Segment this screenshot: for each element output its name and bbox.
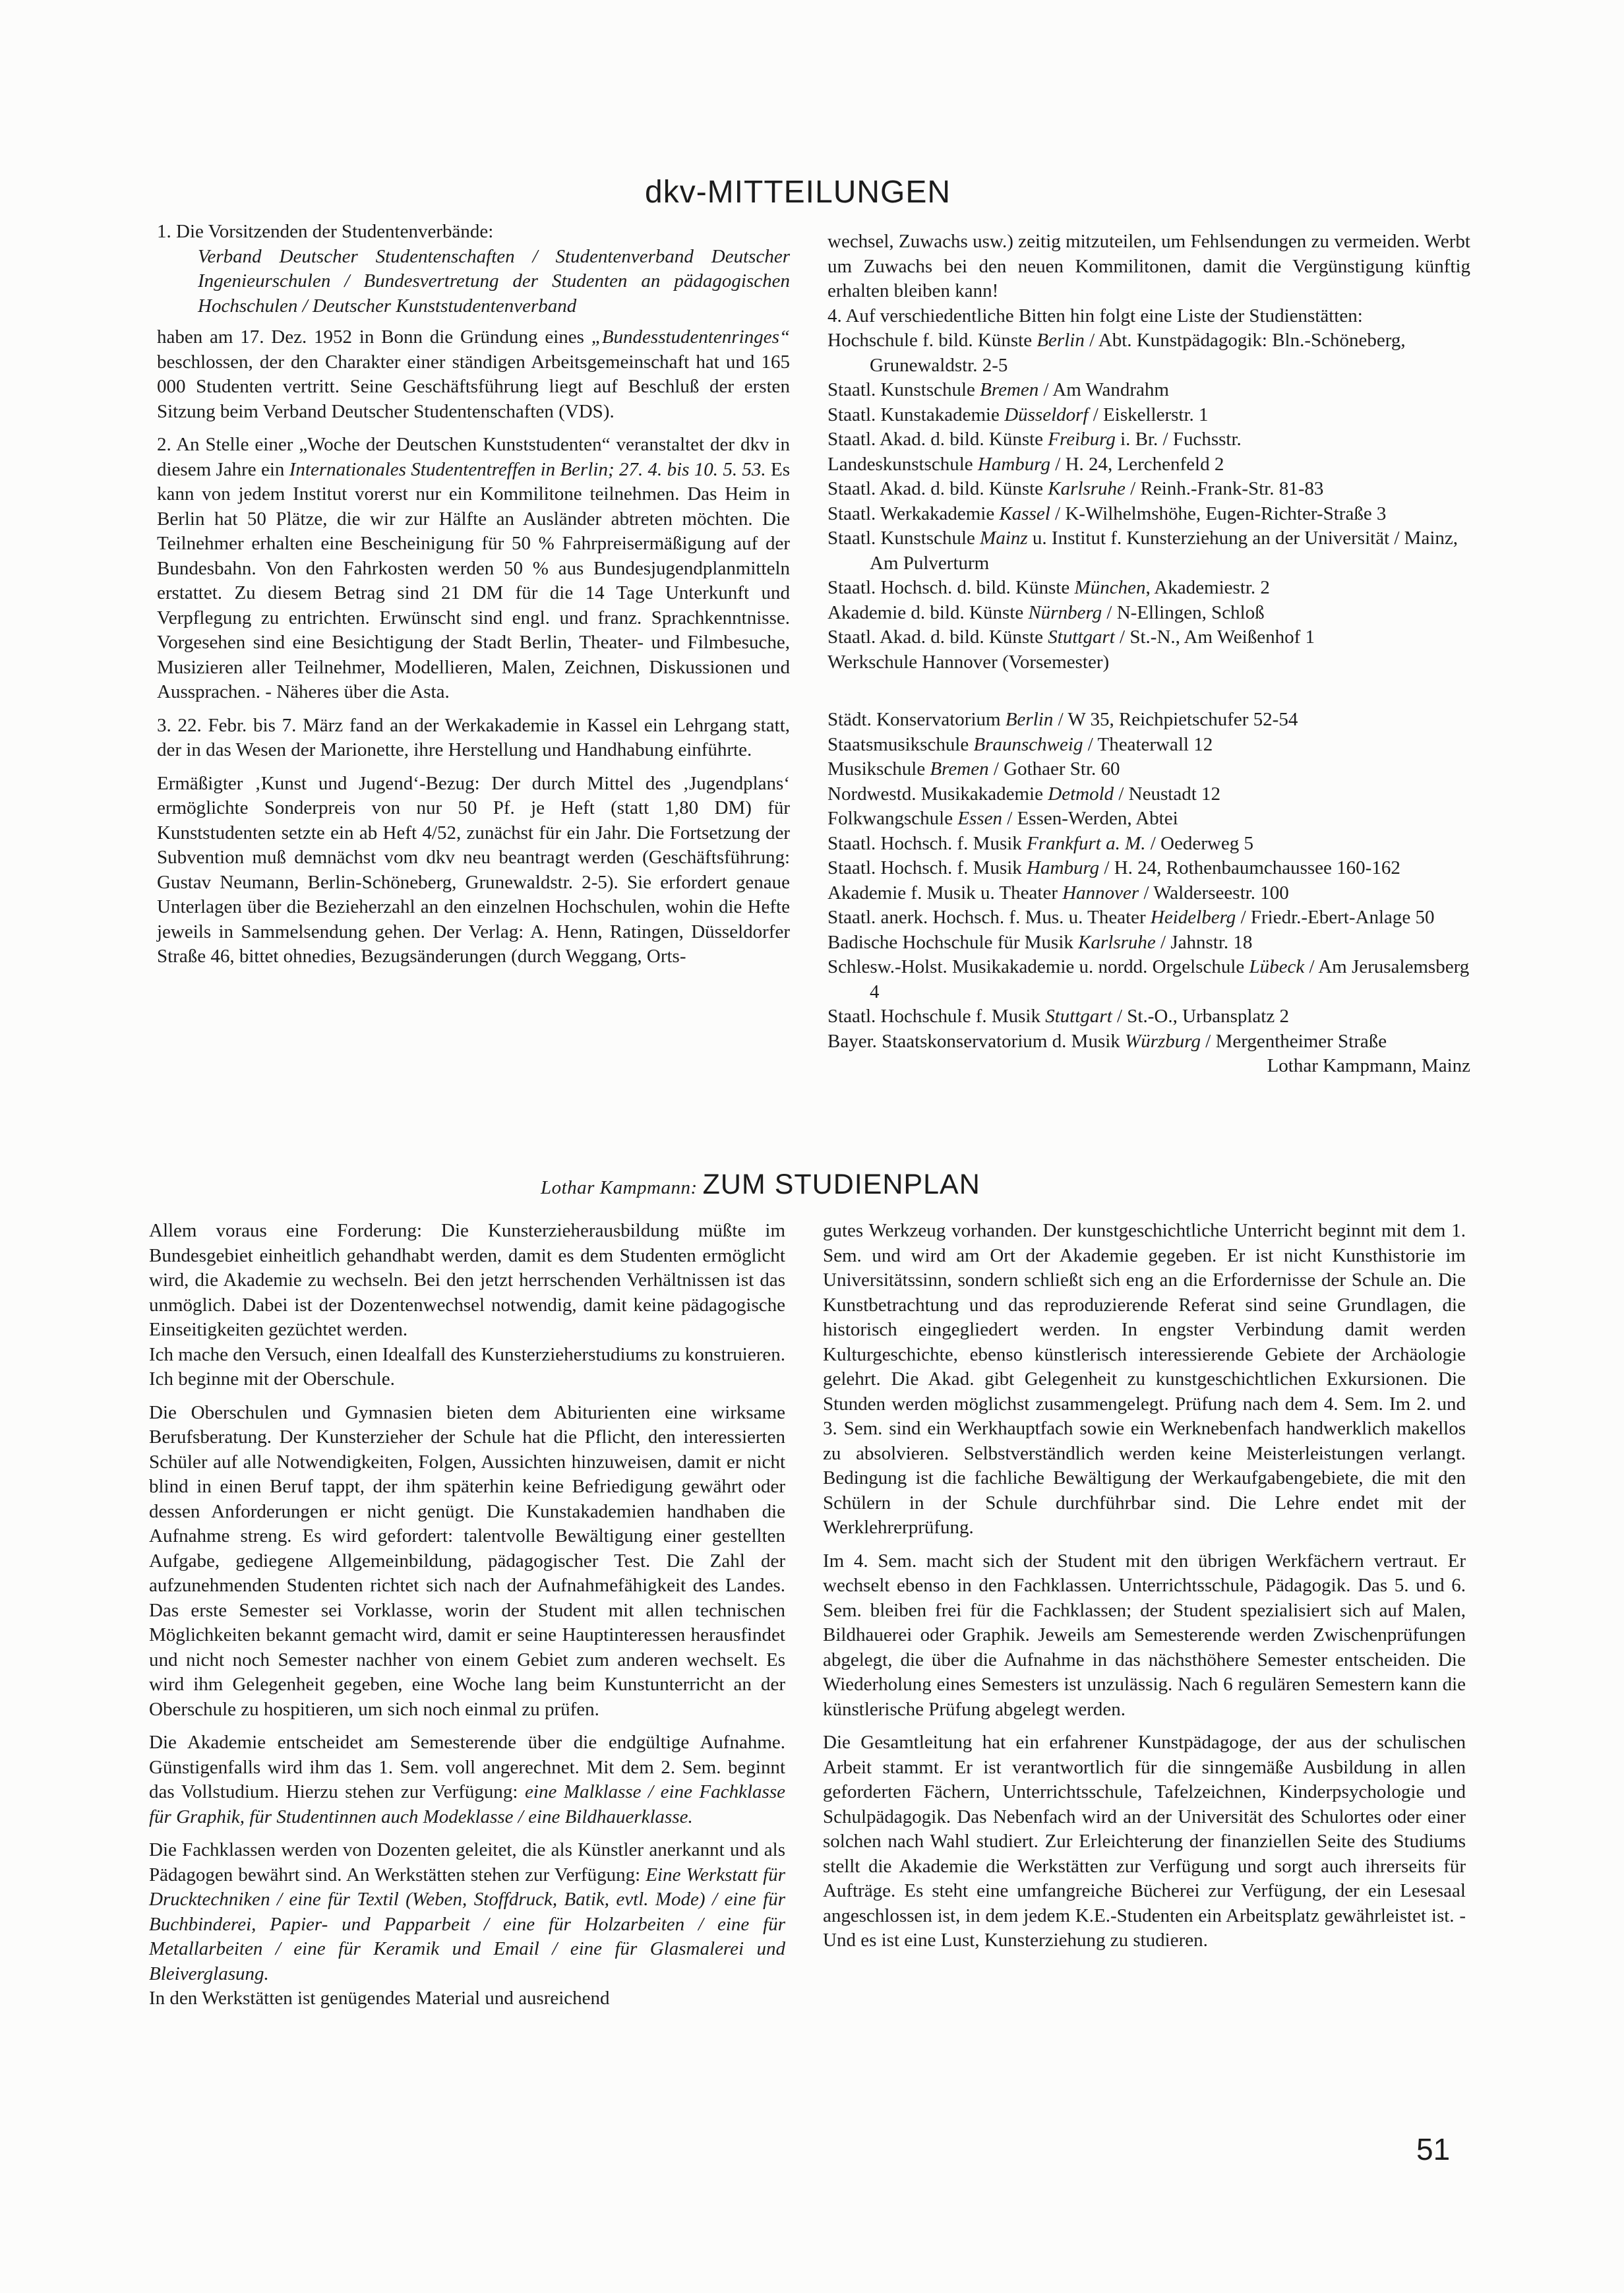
- list-item: Städt. Konservatorium Berlin / W 35, Reichpietschufer 52-54: [827, 709, 1298, 730]
- list-item: Staatsmusikschule Braunschweig / Theaterwall 12: [827, 733, 1213, 755]
- section1-title: dkv-MITTEILUNGEN: [645, 175, 951, 210]
- s2-right-p1: gutes Werkzeug vorhanden. Der kunstgeschichtliche Unterricht beginnt mit dem 1. Sem. und wird am Ort der Akademie gegeben. Er ist nicht Kunsthistorie im Universitätssinn, sondern schließt sich eng an die Erfordernisse der Schule an. Die Kunstbetrachtung und das reproduzierende Referat sind seine Grundlagen, die historisch eingegliedert werden. In engster Verbindung damit werden Kulturgeschichte, ebenso künstlerisch interessierende Gebiete der Archäologie gelehrt. Die Akad. gibt Gelegenheit zu kunstgeschichtlichen Exkursionen. Die Stunden werden möglichst zusammengelegt. Prüfung nach dem 4. Sem. Im 2. und 3. Sem. sind ein Werkhauptfach sowie ein Werknebenfach handwerklich makellos zu absolvieren. Selbstverständlich werden keine Meisterleistungen verlangt. Bedingung ist die fachliche Bewältigung der Werkaufgabengebiete, die mit den Schülern in der Schule durchführbar sind. Die Lehre endet mit der Werklehrerprüfung.: [823, 1220, 1466, 1538]
- list-item: Staatl. Kunstschule Bremen / Am Wandrahm: [827, 379, 1169, 400]
- signature: Lothar Kampmann, Mainz: [1267, 1055, 1470, 1076]
- s1-p2-body: 2. An Stelle einer „Woche der Deutschen Kunststudenten“ veranstaltet der dkv in diesem Jahre ein Internationales Studententreffen in Berlin; 27. 4. bis 10. 5. 53. Es kann von jedem Institut vorerst nur ein Kommilitone teilnehmen. Das Heim in Berlin hat 50 Plätze, die wir zur Hälfte an Ausländer abtreten möchten. Die Teilnehmer erhalten eine Bescheinigung für 50 % Fahrpreisermäßigung auf der Bundesbahn. Von den Fahrkosten werden 50 % aus Bundesjugendplanmitteln erstattet. Zu diesem Betrag sind 21 DM für die 14 Tage Unterkunft und Verpflegung zu entrichten. Erwünscht sind engl. und franz. Sprachkenntnisse. Vorgesehen sind eine Besichtigung der Stadt Berlin, Theater- und Filmbesuche, Musizieren aller Teilnehmer, Modellieren, Malen, Zeichnen, Diskussionen und Aussprachen. - Näheres über die Asta.: [157, 434, 790, 702]
- list-item: Nordwestd. Musikakademie Detmold / Neustadt 12: [827, 783, 1221, 805]
- list-item: Staatl. Akad. d. bild. Künste Freiburg i. Br. / Fuchsstr.: [827, 429, 1242, 450]
- list-item: Musikschule Bremen / Gothaer Str. 60: [827, 758, 1120, 780]
- section1-right-column: [827, 229, 1470, 1079]
- s2-p2: Ich mache den Versuch, einen Idealfall des Kunsterzieherstudiums zu konstruieren. Ich beginne mit der Oberschule.: [149, 1343, 785, 1390]
- list-item: Bayer. Staatskonservatorium d. Musik Würzburg / Mergentheimer Straße: [827, 1030, 1387, 1052]
- list-item: Werkschule Hannover (Vorsemester): [827, 651, 1110, 673]
- list-item: Akademie d. bild. Künste Nürnberg / N-Ellingen, Schloß: [827, 601, 1265, 623]
- art-schools-list: [827, 328, 1470, 675]
- s2-p1: Allem voraus eine Forderung: Die Kunsterzieherausbildung müßte im Bundesgebiet einheitlich gehandhabt werden, damit es dem Studenten ermöglicht wird, die Akademie zu wechseln. Bei den jetzt herrschenden Verhältnissen ist das unmöglich. Dabei ist der Dozentenwechsel notwendig, damit keine pädagogische Einseitigkeiten gezüchtet werden.: [149, 1220, 785, 1340]
- section2-left-column: [149, 1219, 785, 2011]
- music-schools-list: [827, 708, 1470, 1054]
- list-item: Landeskunstschule Hamburg / H. 24, Lerchenfeld 2: [827, 453, 1224, 475]
- section2-heading: [541, 1169, 1101, 1201]
- list-item: Staatl. Hochschule f. Musik Stuttgart / St.-O., Urbansplatz 2: [827, 1006, 1289, 1027]
- s1-p1-intro: 1. Die Vorsitzenden der Studentenverbände:: [157, 221, 494, 242]
- s1-p4-body: Ermäßigter ‚Kunst und Jugend‘-Bezug: Der durch Mittel des ‚Jugendplans‘ ermöglichte Sonderpreis von nur 50 Pf. je Heft (statt 1,80 DM) für Kunststudenten setzte ein ab Heft 4/52, zunächst für ein Jahr. Die Fortsetzung der Subvention muß demnächst vom dkv neu beantragt werden (Geschäftsführung: Gustav Neumann, Berlin-Schöneberg, Grunewaldstr. 2-5). Sie erfordert genaue Unterlagen über die Bezieherzahl an den einzelnen Hochschulen, wohin die Hefte jeweils in Sammelsendung gehen. Der Verlag: A. Henn, Ratingen, Düsseldorfer Straße 46, bittet ohnedies, Bezugsänderungen (durch Weggang, Orts-: [157, 772, 790, 967]
- page-number: 51: [1416, 2132, 1451, 2166]
- section1-left-column: [157, 220, 790, 978]
- list-item: Hochschule f. bild. Künste Berlin / Abt. Kunstpädagogik: Bln.-Schöneberg, Grunewaldstr. 2-5: [827, 330, 1406, 376]
- s1-p3-body: 3. 22. Febr. bis 7. März fand an der Werkakademie in Kassel ein Lehrgang statt, der in das Wesen der Marionette, ihre Herstellung und Handhabung einführte.: [157, 714, 790, 760]
- s2-right-p2: Im 4. Sem. macht sich der Student mit den übrigen Werkfächern vertraut. Er wechselt ebenso in den Fachklassen. Unterrichtsschule, Pädagogik. Das 5. und 6. Sem. bleiben frei für die Fachklassen; der Student spezialisiert sich auf Malen, Bildhauerei oder Graphik. Jeweils am Semesterende werden Zwischenprüfungen abgelegt, die über die Aufnahme in das nächsthöhere Semester entscheiden. Die Wiederholung eines Semesters ist unzulässig. Nach 6 regulären Semestern kann die künstlerische Prüfung abgelegt werden.: [823, 1550, 1466, 1720]
- list-item: Staatl. Kunstschule Mainz u. Institut f. Kunsterziehung an der Universität / Mainz, Am Pulverturm: [827, 528, 1459, 574]
- s1-p1-body: haben am 17. Dez. 1952 in Bonn die Gründung eines „Bundesstudentenringes“ beschlossen, der den Charakter einer ständigen Arbeitsgemeinschaft hat und 165 000 Studenten vertritt. Seine Geschäftsführung liegt auf Beschluß der ersten Sitzung beim Verband Deutscher Studentenschaften (VDS).: [157, 326, 790, 422]
- s1-p1-association-list: Verband Deutscher Studentenschaften / Studentenverband Deutscher Ingenieurschulen / Bundesvertretung der Studenten an pädagogischen Hochschulen / Deutscher Kunststudentenverband: [198, 245, 790, 317]
- s2-p3: Die Oberschulen und Gymnasien bieten dem Abiturienten eine wirksame Berufsberatung. Der Kunsterzieher der Schule hat die Pflicht, den interessierten Schüler auf alle Notwendigkeiten, Folgen, Aussichten hinzuweisen, damit er nicht blind in einen Beruf tappt, der ihm späterhin keine Befriedigung gewährt oder dessen Anforderungen er nicht genügt. Die Kunstakademien handhaben die Aufnahme streng. Es wird gefordert: talentvolle Bewältigung einer gestellten Aufgabe, gediegene Allgemeinbildung, pädagogischer Test. Die Zahl der aufzunehmenden Studenten richtet sich nach der Aufnahmefähigkeit des Landes. Das erste Semester sei Vorklasse, worin der Student mit allen technischen Möglichkeiten bekannt gemacht wird, damit er seine Hauptinteressen herausfindet und nicht noch Semester nachher von einem Gebiet zum anderen wechselt. Es wird ihm Gelegenheit gegeben, eine Woche lang beim Kunstunterricht an der Oberschule zu hospitieren, um sich noch einmal zu prüfen.: [149, 1401, 785, 1720]
- list-item: Staatl. Hochsch. d. bild. Künste München, Akademiestr. 2: [827, 577, 1270, 598]
- list-item: Akademie f. Musik u. Theater Hannover / Walderseestr. 100: [827, 882, 1289, 903]
- list-item: Staatl. Akad. d. bild. Künste Karlsruhe / Reinh.-Frank-Str. 81-83: [827, 478, 1324, 499]
- section2-right-column: [823, 1219, 1466, 1962]
- s1-right-continuation: wechsel, Zuwachs usw.) zeitig mitzuteilen, um Fehlsendungen zu vermeiden. Werbt um Zuwachs bei den neuen Kommilitonen, damit die Vergünstigung künftig erhalten bleiben kann!: [827, 231, 1470, 301]
- list-item: Staatl. Werkakademie Kassel / K-Wilhelmshöhe, Eugen-Richter-Straße 3: [827, 503, 1387, 524]
- s2-p6: In den Werkstätten ist genügendes Material und ausreichend: [149, 1988, 610, 2009]
- list-item: Staatl. Hochsch. f. Musik Frankfurt a. M. / Oederweg 5: [827, 832, 1253, 854]
- list-item: Staatl. Kunstakademie Düsseldorf / Eiskellerstr. 1: [827, 404, 1209, 425]
- s2-p4: Die Akademie entscheidet am Semesterende über die endgültige Aufnahme. Günstigenfalls wird ihm das 1. Sem. voll angerechnet. Mit dem 2. Sem. beginnt das Vollstudium. Hierzu stehen zur Verfügung: eine Malklasse / eine Fachklasse für Graphik, für Studentinnen auch Modeklasse / eine Bildhauerklasse.: [149, 1732, 786, 1827]
- list-item: Staatl. Hochsch. f. Musik Hamburg / H. 24, Rothenbaumchaussee 160-162: [827, 857, 1400, 878]
- list-item: Staatl. Akad. d. bild. Künste Stuttgart / St.-N., Am Weißenhof 1: [827, 627, 1315, 648]
- list-item: Schlesw.-Holst. Musikakademie u. nordd. Orgelschule Lübeck / Am Jerusalemsberg 4: [827, 956, 1470, 1002]
- list-item: Badische Hochschule für Musik Karlsruhe / Jahnstr. 18: [827, 931, 1253, 953]
- s1-list-intro: 4. Auf verschiedentliche Bitten hin folgt eine Liste der Studienstätten:: [827, 305, 1363, 326]
- list-item: Folkwangschule Essen / Essen-Werden, Abtei: [827, 808, 1178, 829]
- list-item: Staatl. anerk. Hochsch. f. Mus. u. Theater Heidelberg / Friedr.-Ebert-Anlage 50: [827, 907, 1435, 928]
- s2-right-p3: Die Gesamtleitung hat ein erfahrener Kunstpädagoge, der aus der schulischen Arbeit stammt. Er ist verantwortlich für die sinngemäße Ausbildung in allen geforderten Fächern, Unterrichtsschule, Tafelzeichnen, Kinderpsychologie und Schulpädagogik. Das Nebenfach wird an der Universität des Schulortes oder einer solchen nach Wahl studiert. Zur Erleichterung der finanziellen Seite des Studiums stellt die Akademie die Werkstätten zur Verfügung und sorgt auch ihrerseits für Aufträge. Es steht eine umfangreiche Bücherei zur Verfügung, der ein Lesesaal angeschlossen ist, in dem jedem K.E.-Studenten ein Arbeitsplatz gewährleistet ist. - Und es ist eine Lust, Kunsterziehung zu studieren.: [823, 1732, 1466, 1951]
- section2-title: ZUM STUDIENPLAN: [702, 1169, 980, 1200]
- s2-p5: Die Fachklassen werden von Dozenten geleitet, die als Künstler anerkannt und als Pädagogen bewährt sind. An Werkstätten stehen zur Verfügung: Eine Werkstatt für Drucktechniken / eine für Textil (Weben, Stoffdruck, Batik, evtl. Mode) / eine für Buchbinderei, Papier- und Papparbeit / eine für Holzarbeiten / eine für Metallarbeiten / eine für Keramik und Email / eine für Glasmalerei und Bleiverglasung.: [149, 1839, 785, 1984]
- section2-author: Lothar Kampmann:: [541, 1177, 698, 1198]
